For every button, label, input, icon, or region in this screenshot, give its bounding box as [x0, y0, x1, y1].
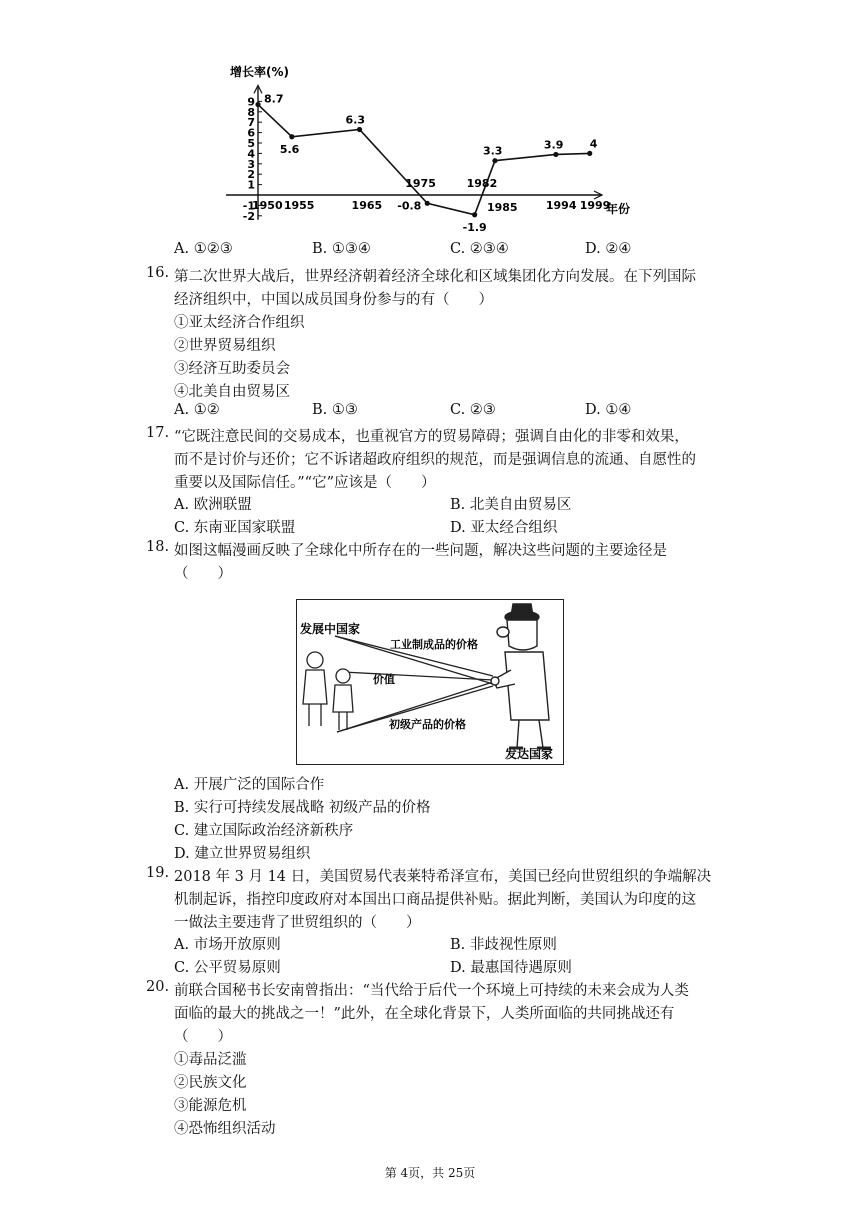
y-tick-label: -2 [242, 209, 255, 223]
x-tick-label: 1999 [579, 199, 611, 212]
children-figures [303, 652, 353, 730]
data-point [289, 134, 294, 139]
q18-option-a[interactable]: A. 开展广泛的国际合作 [174, 777, 325, 793]
q20-item-3: ③能源危机 [174, 1098, 247, 1114]
cartoon-top-label: 工业制成品的价格 [390, 638, 478, 651]
q19-option-c[interactable]: C. 公平贸易原则 [174, 960, 281, 976]
q20-stem-line-2: 面临的最大的挑战之一！”此外，在全球化背景下，人类所面临的共同挑战还有 [174, 1006, 675, 1022]
q16-option-a[interactable]: A. ①② [174, 402, 220, 418]
y-tick-label: -1 [242, 199, 255, 213]
y-tick-label: 6 [247, 126, 255, 140]
q15-option-d[interactable]: D. ②④ [585, 241, 632, 257]
x-tick-label: 1994 [545, 199, 577, 212]
q19-stem-line-1: 2018 年 3 月 14 日，美国贸易代表莱特希泽宣布，美国已经向世贸组织的争端解决 [174, 869, 712, 885]
q18-option-b[interactable]: B. 实行可持续发展战略 初级产品的价格 [174, 800, 431, 816]
data-label: 6.3 [345, 113, 366, 127]
q18-option-c[interactable]: C. 建立国际政治经济新秩序 [174, 823, 354, 839]
q16-option-b[interactable]: B. ①③ [312, 402, 358, 418]
y-tick-label: 4 [247, 147, 255, 161]
q15-option-a[interactable]: A. ①②③ [174, 241, 233, 257]
cartoon-right-label: 发达国家 [505, 747, 554, 761]
q16-stem-line-1: 第二次世界大战后，世界经济朝着经济全球化和区域集团化方向发展。在下列国际 [174, 269, 696, 285]
q16-option-d[interactable]: D. ①④ [585, 402, 632, 418]
x-tick-label: 1965 [351, 199, 383, 212]
cartoon-left-label: 发展中国家 [300, 622, 361, 636]
cartoon-bottom-label: 初级产品的价格 [389, 718, 466, 731]
q17-option-b[interactable]: B. 北美自由贸易区 [450, 497, 572, 513]
q19-option-a[interactable]: A. 市场开放原则 [174, 937, 281, 953]
data-label: 5.6 [279, 142, 300, 156]
data-label: 8.7 [264, 92, 284, 106]
q18-stem-line-2: （ ） [174, 566, 232, 582]
q17-stem-line-1: “它既注意民间的交易成本，也重视官方的贸易障碍；强调自由化的非零和效果， [174, 429, 689, 445]
q17-option-c[interactable]: C. 东南亚国家联盟 [174, 520, 296, 536]
q20-item-1: ①毒品泛滥 [174, 1052, 247, 1068]
data-point [553, 152, 558, 157]
y-tick-label: 3 [247, 157, 255, 171]
data-label: -0.8 [397, 199, 422, 213]
cartoon-mid-label: 价值 [373, 673, 395, 686]
x-tick-label: 1985 [486, 201, 518, 214]
y-tick-label: 7 [247, 116, 255, 130]
q16-item-1: ①亚太经济合作组织 [174, 315, 305, 331]
x-tick-label: 1955 [283, 199, 315, 212]
x-tick-label: 1950 [252, 199, 283, 212]
q17-number: 17. [146, 425, 170, 441]
q19-stem-line-3: 一做法主要违背了世贸组织的（ ） [174, 915, 421, 931]
x-tick-label: 1975 [405, 177, 436, 190]
y-tick-label: 5 [247, 137, 255, 150]
developed-country-figure [491, 604, 551, 748]
q16-item-2: ②世界贸易组织 [174, 338, 276, 354]
q18-number: 18. [146, 539, 170, 555]
q20-number: 20. [146, 979, 170, 995]
q19-option-b[interactable]: B. 非歧视性原则 [450, 937, 557, 953]
q19-option-d[interactable]: D. 最惠国待遇原则 [450, 960, 572, 976]
x-tick-label: 1982 [466, 177, 498, 190]
data-point [472, 212, 477, 217]
q16-option-c[interactable]: C. ②③ [450, 402, 496, 418]
data-point [587, 151, 592, 156]
q20-stem-line-1: 前联合国秘书长安南曾指出：“当代给于后代一个环境上可持续的未来会成为人类 [174, 983, 689, 999]
q17-option-d[interactable]: D. 亚太经合组织 [450, 520, 558, 536]
q16-item-4: ④北美自由贸易区 [174, 384, 290, 400]
q16-stem-line-2: 经济组织中，中国以成员国身份参与的有（ ） [174, 292, 493, 308]
q17-stem-line-3: 重要以及国际信任。”“它”应该是（ ） [174, 475, 436, 491]
data-label: 3.9 [543, 138, 564, 152]
y-tick-label: 8 [247, 105, 255, 119]
q18-stem-line-1: 如图这幅漫画反映了全球化中所存在的一些问题，解决这些问题的主要途径是 [174, 543, 667, 559]
data-point [255, 102, 260, 107]
data-label: 3.3 [482, 144, 503, 158]
q15-option-b[interactable]: B. ①③④ [312, 241, 371, 257]
y-tick-label: 1 [247, 178, 255, 192]
globalization-cartoon [296, 599, 564, 765]
q20-stem-line-3: （ ） [174, 1029, 232, 1045]
y-tick-label: 9 [247, 95, 255, 109]
q16-number: 16. [146, 265, 170, 281]
q17-option-a[interactable]: A. 欧洲联盟 [174, 497, 252, 513]
data-label: -1.9 [462, 220, 487, 234]
chart-ylabel: 增长率(%) [230, 65, 289, 79]
data-point [357, 127, 362, 132]
chart-xlabel: 年份 [606, 202, 631, 216]
q15-option-c[interactable]: C. ②③④ [450, 241, 509, 257]
q19-stem-line-2: 机制起诉，指控印度政府对本国出口商品提供补贴。据此判断，美国认为印度的这 [174, 892, 696, 908]
q20-item-2: ②民族文化 [174, 1075, 247, 1091]
q18-option-d[interactable]: D. 建立世界贸易组织 [174, 846, 311, 862]
q17-stem-line-2: 而不是讨价与还价；它不诉诸超政府组织的规范，而是强调信息的流通、自愿性的 [174, 452, 696, 468]
q19-number: 19. [146, 865, 170, 881]
data-point [425, 201, 430, 206]
data-label: 4 [589, 137, 598, 151]
q20-item-4: ④恐怖组织活动 [174, 1121, 276, 1137]
q16-item-3: ③经济互助委员会 [174, 361, 290, 377]
data-point [492, 158, 497, 163]
growth-rate-line-chart [222, 62, 642, 240]
page-footer: 第 4页，共 25页 [384, 1166, 476, 1180]
y-tick-label: 2 [247, 168, 255, 182]
